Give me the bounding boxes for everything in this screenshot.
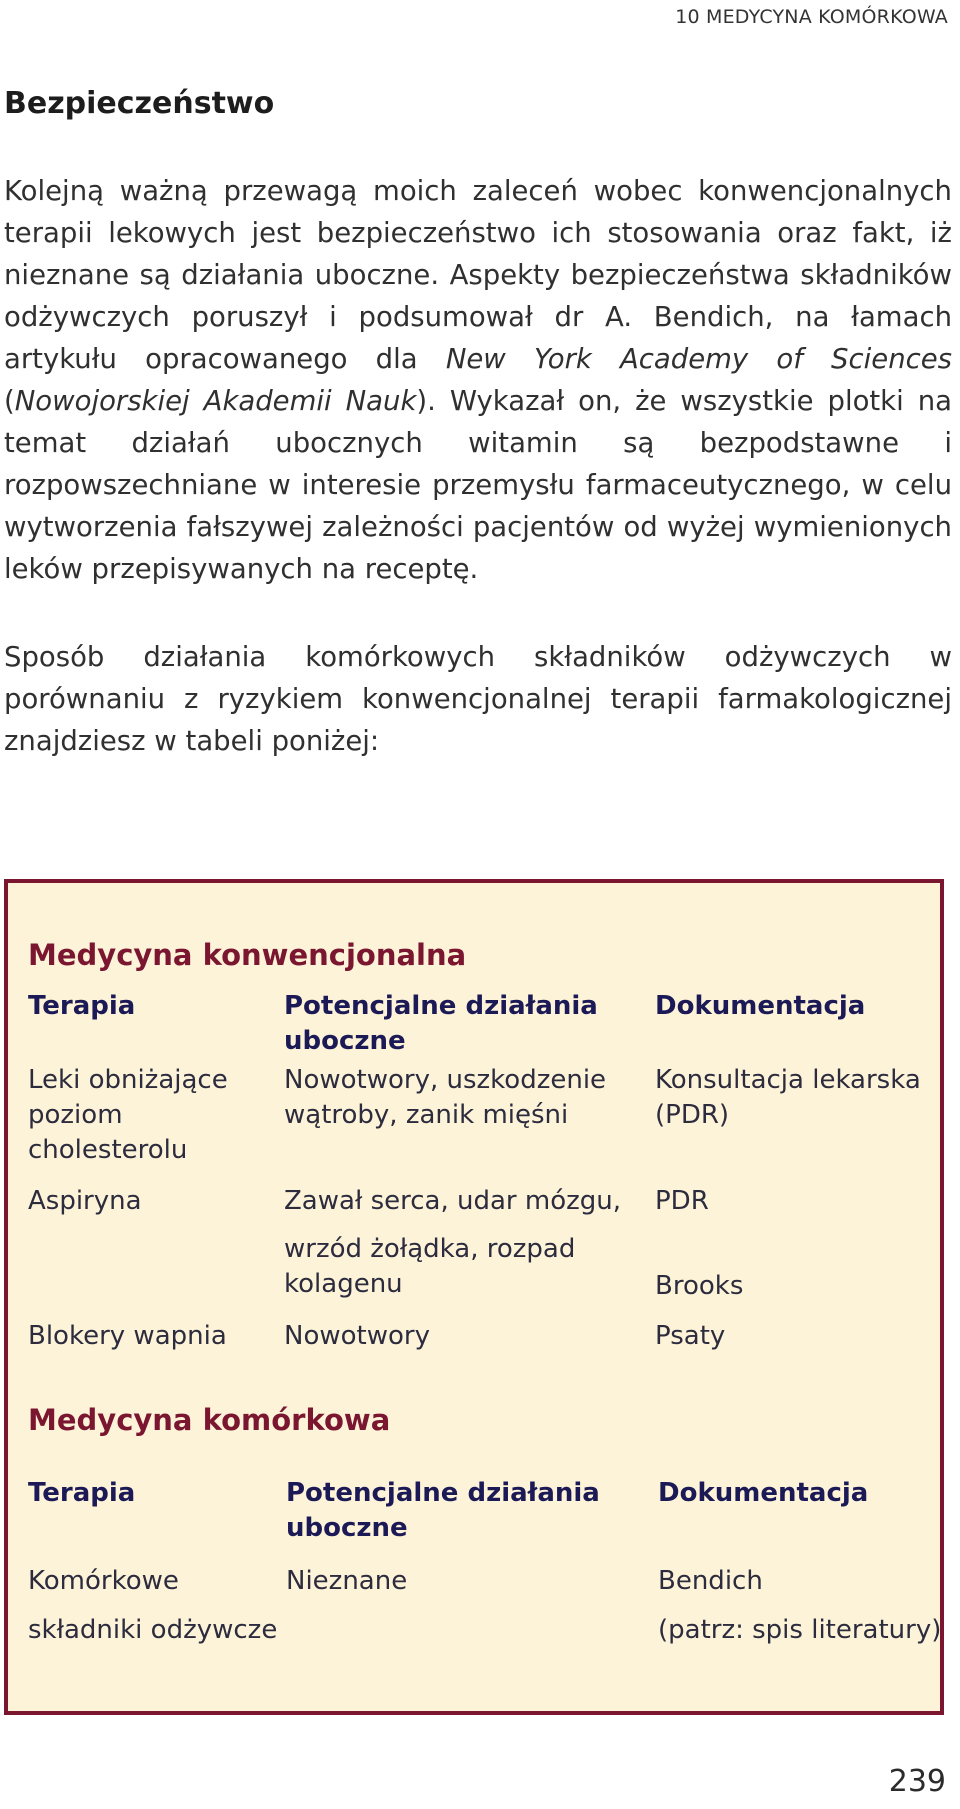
table-cell-documentation: Brooks (655, 1271, 744, 1301)
table-cell-side-effects: Nowotwory (284, 1321, 430, 1351)
table-cell-side-effects: Zawał serca, udar mózgu, (284, 1186, 622, 1216)
header-side-effects: Potencjalne działania uboczne (286, 1478, 600, 1543)
table-cell-documentation: PDR (655, 1186, 709, 1216)
comparison-table-box (4, 879, 944, 1715)
table-cell-documentation: Psaty (655, 1321, 726, 1351)
table-cell-documentation: Konsultacja lekarska (PDR) (655, 1065, 921, 1130)
table-cell-therapy: składniki odżywcze (28, 1615, 278, 1645)
table-cell-side-effects: wrzód żołądka, rozpad kolagenu (284, 1234, 576, 1299)
table-cell-documentation: (patrz: spis literatury) (658, 1615, 942, 1645)
table-cell-therapy: Aspiryna (28, 1186, 142, 1216)
table-cell-side-effects: Nowotwory, uszkodzenie wątroby, zanik mięśni (284, 1065, 607, 1130)
table-cell-therapy: Leki obniżające poziom cholesterolu (28, 1065, 228, 1165)
page-number: 239 (888, 1764, 946, 1799)
header-documentation: Dokumentacja (655, 991, 866, 1021)
italic-academy-name: New York Academy of Sciences (445, 343, 952, 375)
table-cell-therapy: Blokery wapnia (28, 1321, 227, 1351)
table-cell-side-effects: Nieznane (286, 1566, 408, 1596)
table-cell-documentation: Bendich (658, 1566, 763, 1596)
header-therapy: Terapia (28, 1478, 136, 1508)
italic-academy-polish-name: Nowojorskiej Akademii Nauk (14, 385, 417, 417)
paragraph-text: ( (4, 385, 15, 417)
header-side-effects: Potencjalne działania uboczne (284, 991, 598, 1056)
header-documentation: Dokumentacja (658, 1478, 869, 1508)
paragraph-safety (4, 170, 952, 590)
cellular-medicine-title: Medycyna komórkowa (28, 1403, 391, 1437)
paragraph-text: ). Wykazał on, że wszystkie plotki na temat działań ubocznych witamin są bezpodstawne i rozpowszechniane w interesie przemysłu farmaceutycznego, w celu wytworzenia fałszywej zależności pacjentów od wyżej wymienionych leków przepisywanych na receptę. (4, 385, 952, 585)
section-title: Bezpieczeństwo (4, 86, 275, 121)
header-therapy: Terapia (28, 991, 136, 1021)
conventional-medicine-title: Medycyna konwencjonalna (28, 938, 467, 972)
paragraph-text: Kolejną ważną przewagą moich zaleceń wobec konwencjonalnych terapii lekowych jest bezpieczeństwo ich stosowania oraz fakt, iż nieznane są działania uboczne. Aspekty bezpieczeństwa składników odżywczych poruszył i podsumował dr A. Bendich, na łamach artykułu opracowanego dla (4, 175, 952, 375)
paragraph-comparison-intro: Sposób działania komórkowych składników odżywczych w porównaniu z ryzykiem konwencjonalnej terapii farmakologicznej znajdziesz w tabeli poniżej: (4, 641, 952, 757)
running-header: 10 MEDYCYNA KOMÓRKOWA (675, 6, 948, 28)
table-cell-therapy: Komórkowe (28, 1566, 179, 1596)
